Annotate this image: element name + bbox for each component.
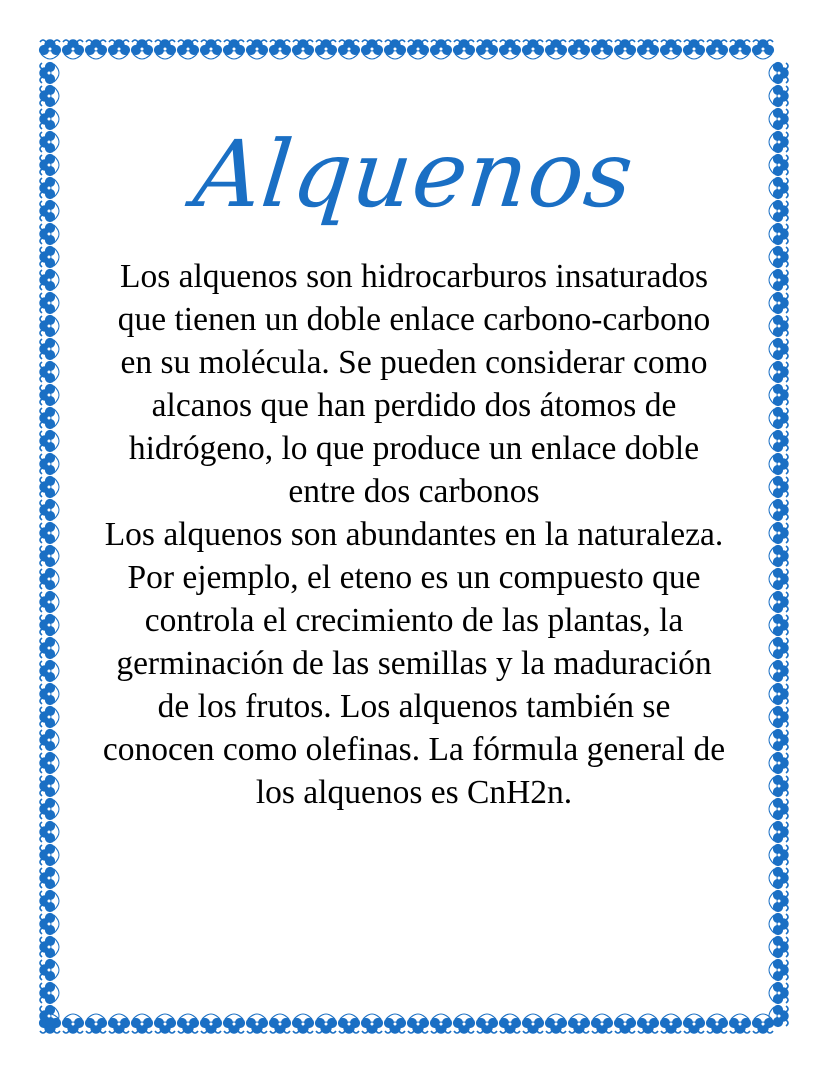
floral-vine-icon	[40, 890, 59, 911]
floral-vine-icon	[407, 1014, 428, 1033]
floral-vine-icon	[246, 40, 267, 59]
floral-vine-icon	[40, 476, 59, 497]
floral-vine-icon	[246, 1014, 267, 1033]
floral-vine-icon	[591, 40, 612, 59]
floral-vine-icon	[637, 1014, 658, 1033]
floral-vine-icon	[40, 729, 59, 750]
floral-vine-icon	[40, 591, 59, 612]
floral-vine-icon	[453, 40, 474, 59]
floral-vine-icon	[154, 1014, 175, 1033]
floral-vine-icon	[40, 499, 59, 520]
floral-vine-icon	[769, 913, 788, 934]
floral-vine-icon	[430, 1014, 451, 1033]
floral-vine-icon	[40, 798, 59, 819]
floral-vine-icon	[769, 315, 788, 336]
floral-vine-icon	[769, 453, 788, 474]
floral-vine-icon	[177, 40, 198, 59]
floral-vine-icon	[131, 1014, 152, 1033]
floral-vine-icon	[40, 430, 59, 451]
floral-vine-icon	[614, 1014, 635, 1033]
floral-vine-icon	[40, 315, 59, 336]
floral-vine-icon	[729, 1014, 750, 1033]
floral-vine-icon	[85, 40, 106, 59]
floral-vine-icon	[769, 568, 788, 589]
floral-vine-icon	[40, 821, 59, 842]
floral-vine-icon	[706, 40, 727, 59]
floral-vine-icon	[40, 407, 59, 428]
floral-vine-icon	[476, 1014, 497, 1033]
floral-vine-icon	[752, 40, 773, 59]
floral-vine-icon	[752, 1014, 773, 1033]
floral-vine-icon	[154, 40, 175, 59]
paragraph-1: Los alquenos son hidrocarburos insaturados que tienen un doble enlace carbono-carbono en su molécula. Se pueden considerar como alcanos que han perdido dos átomos de hidrógeno, lo que produce un enlace doble entre dos carbonos	[117, 258, 711, 510]
floral-vine-icon	[131, 40, 152, 59]
floral-vine-icon	[769, 1005, 788, 1026]
floral-vine-icon	[62, 1014, 83, 1033]
floral-vine-icon	[769, 936, 788, 957]
floral-vine-icon	[591, 1014, 612, 1033]
floral-vine-icon	[40, 568, 59, 589]
floral-vine-icon	[40, 706, 59, 727]
floral-vine-icon	[40, 752, 59, 773]
floral-vine-icon	[40, 361, 59, 382]
page-title: Alquenos	[189, 121, 639, 228]
floral-vine-icon	[40, 959, 59, 980]
floral-vine-icon	[769, 752, 788, 773]
floral-vine-icon	[706, 1014, 727, 1033]
floral-vine-icon	[315, 1014, 336, 1033]
floral-vine-icon	[769, 890, 788, 911]
floral-vine-icon	[769, 62, 788, 83]
floral-vine-icon	[40, 453, 59, 474]
floral-vine-icon	[769, 430, 788, 451]
floral-vine-icon	[499, 40, 520, 59]
floral-vine-icon	[769, 499, 788, 520]
floral-vine-icon	[40, 913, 59, 934]
floral-vine-icon	[453, 1014, 474, 1033]
floral-vine-icon	[769, 959, 788, 980]
floral-vine-icon	[200, 1014, 221, 1033]
floral-vine-icon	[769, 545, 788, 566]
floral-vine-icon	[40, 844, 59, 865]
floral-vine-icon	[269, 1014, 290, 1033]
floral-vine-icon	[40, 614, 59, 635]
floral-vine-icon	[683, 1014, 704, 1033]
floral-vine-icon	[769, 269, 788, 290]
floral-vine-icon	[40, 637, 59, 658]
floral-vine-icon	[40, 683, 59, 704]
floral-vine-icon	[769, 821, 788, 842]
floral-vine-icon	[769, 729, 788, 750]
floral-vine-icon	[85, 1014, 106, 1033]
floral-vine-icon	[769, 844, 788, 865]
floral-vine-icon	[40, 982, 59, 1003]
floral-vine-icon	[40, 269, 59, 290]
floral-vine-icon	[476, 40, 497, 59]
floral-vine-icon	[769, 407, 788, 428]
floral-vine-icon	[769, 982, 788, 1003]
floral-vine-icon	[269, 40, 290, 59]
floral-vine-icon	[430, 40, 451, 59]
floral-vine-icon	[522, 1014, 543, 1033]
floral-vine-icon	[200, 40, 221, 59]
floral-vine-icon	[62, 40, 83, 59]
floral-vine-icon	[40, 660, 59, 681]
floral-vine-icon	[40, 384, 59, 405]
floral-vine-icon	[338, 40, 359, 59]
floral-vine-icon	[683, 40, 704, 59]
floral-vine-icon	[769, 867, 788, 888]
floral-vine-icon	[769, 706, 788, 727]
floral-vine-icon	[769, 384, 788, 405]
floral-vine-icon	[361, 1014, 382, 1033]
floral-vine-icon	[40, 522, 59, 543]
floral-vine-icon	[660, 40, 681, 59]
floral-vine-icon	[40, 545, 59, 566]
floral-vine-icon	[40, 936, 59, 957]
floral-vine-icon	[769, 591, 788, 612]
floral-vine-icon	[769, 476, 788, 497]
floral-vine-icon	[40, 867, 59, 888]
floral-vine-icon	[177, 1014, 198, 1033]
floral-vine-icon	[292, 1014, 313, 1033]
floral-vine-icon	[361, 40, 382, 59]
floral-vine-icon	[545, 40, 566, 59]
floral-vine-icon	[769, 637, 788, 658]
floral-vine-icon	[40, 62, 59, 83]
floral-vine-icon	[769, 522, 788, 543]
floral-vine-icon	[108, 1014, 129, 1033]
floral-vine-icon	[223, 40, 244, 59]
floral-vine-icon	[40, 292, 59, 313]
floral-vine-icon	[769, 775, 788, 796]
floral-vine-icon	[769, 361, 788, 382]
body-text	[100, 255, 728, 814]
floral-vine-icon	[39, 40, 60, 59]
floral-vine-icon	[614, 40, 635, 59]
floral-vine-icon	[499, 1014, 520, 1033]
floral-vine-icon	[292, 40, 313, 59]
floral-vine-icon	[637, 40, 658, 59]
floral-vine-icon	[568, 1014, 589, 1033]
floral-vine-icon	[108, 40, 129, 59]
floral-vine-icon	[40, 775, 59, 796]
floral-vine-icon	[223, 1014, 244, 1033]
floral-vine-icon	[545, 1014, 566, 1033]
floral-vine-icon	[769, 798, 788, 819]
floral-vine-icon	[315, 40, 336, 59]
floral-vine-icon	[769, 614, 788, 635]
floral-vine-icon	[384, 1014, 405, 1033]
floral-vine-icon	[407, 40, 428, 59]
paragraph-2: Los alquenos son abundantes en la naturaleza. Por ejemplo, el eteno es un compuesto que controla el crecimiento de las plantas, la germinación de las semillas y la maduración de los frutos. Los alquenos también se conocen como olefinas. La fórmula general de los alquenos es CnH2n.	[102, 516, 726, 811]
floral-vine-icon	[568, 40, 589, 59]
floral-vine-icon	[729, 40, 750, 59]
floral-vine-icon	[769, 683, 788, 704]
floral-vine-icon	[384, 40, 405, 59]
floral-vine-icon	[769, 660, 788, 681]
floral-vine-icon	[338, 1014, 359, 1033]
floral-vine-icon	[769, 338, 788, 359]
floral-vine-icon	[40, 338, 59, 359]
floral-vine-icon	[522, 40, 543, 59]
floral-vine-icon	[769, 292, 788, 313]
floral-vine-icon	[660, 1014, 681, 1033]
